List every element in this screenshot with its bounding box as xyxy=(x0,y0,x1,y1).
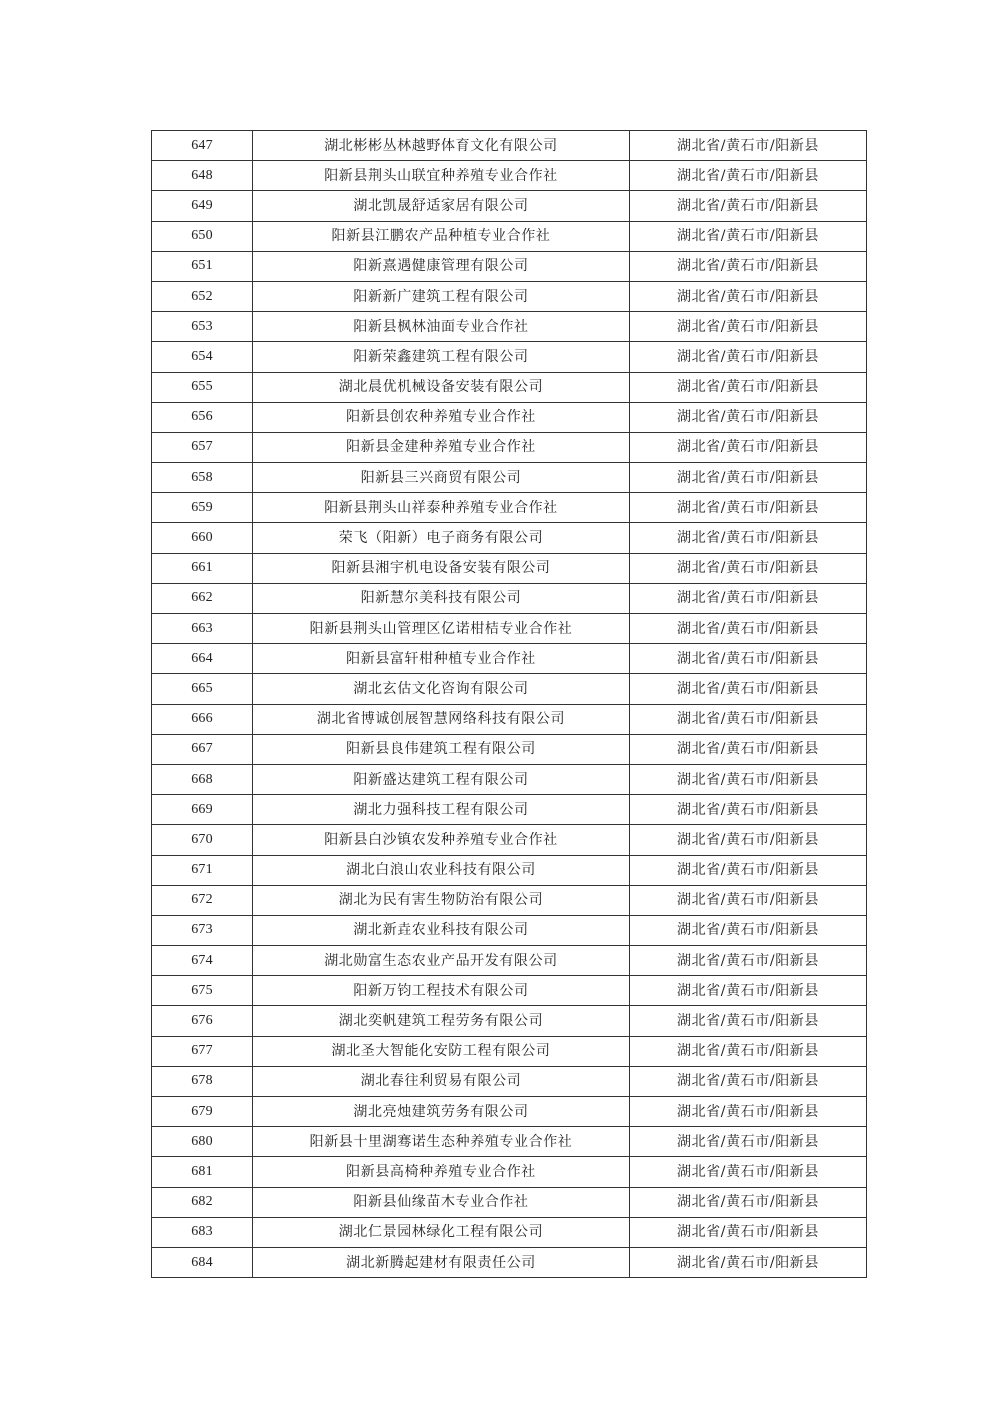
region-cell: 湖北省/黄石市/阳新县 xyxy=(630,644,867,674)
table-row xyxy=(152,1006,867,1036)
region-cell: 湖北省/黄石市/阳新县 xyxy=(630,976,867,1006)
company-name-cell: 阳新县荆头山管理区亿诺柑桔专业合作社 xyxy=(253,614,630,644)
table-row xyxy=(152,463,867,493)
row-number-cell: 658 xyxy=(152,463,253,493)
table-row xyxy=(152,312,867,342)
company-name-cell: 阳新县富轩柑种植专业合作社 xyxy=(253,644,630,674)
company-name-cell: 阳新荣鑫建筑工程有限公司 xyxy=(253,342,630,372)
row-number-cell: 673 xyxy=(152,915,253,945)
row-number-cell: 647 xyxy=(152,131,253,161)
table-row xyxy=(152,825,867,855)
region-cell: 湖北省/黄石市/阳新县 xyxy=(630,764,867,794)
table-row xyxy=(152,1217,867,1247)
row-number-cell: 657 xyxy=(152,432,253,462)
company-name-cell: 湖北彬彬丛林越野体育文化有限公司 xyxy=(253,131,630,161)
row-number-cell: 664 xyxy=(152,644,253,674)
region-cell: 湖北省/黄石市/阳新县 xyxy=(630,855,867,885)
row-number-cell: 663 xyxy=(152,614,253,644)
company-name-cell: 阳新县湘宇机电设备安装有限公司 xyxy=(253,553,630,583)
region-cell: 湖北省/黄石市/阳新县 xyxy=(630,251,867,281)
company-name-cell: 湖北春往利贸易有限公司 xyxy=(253,1066,630,1096)
company-name-cell: 阳新县金建种养殖专业合作社 xyxy=(253,432,630,462)
table-row xyxy=(152,915,867,945)
company-name-cell: 阳新万钧工程技术有限公司 xyxy=(253,976,630,1006)
region-cell: 湖北省/黄石市/阳新县 xyxy=(630,1066,867,1096)
table-row xyxy=(152,281,867,311)
table-row xyxy=(152,221,867,251)
region-cell: 湖北省/黄石市/阳新县 xyxy=(630,795,867,825)
row-number-cell: 655 xyxy=(152,372,253,402)
row-number-cell: 672 xyxy=(152,885,253,915)
region-cell: 湖北省/黄石市/阳新县 xyxy=(630,614,867,644)
row-number-cell: 684 xyxy=(152,1247,253,1277)
region-cell: 湖北省/黄石市/阳新县 xyxy=(630,281,867,311)
table-row xyxy=(152,1097,867,1127)
table-row xyxy=(152,614,867,644)
region-cell: 湖北省/黄石市/阳新县 xyxy=(630,1036,867,1066)
company-name-cell: 阳新新广建筑工程有限公司 xyxy=(253,281,630,311)
row-number-cell: 649 xyxy=(152,191,253,221)
company-name-cell: 荣飞（阳新）电子商务有限公司 xyxy=(253,523,630,553)
region-cell: 湖北省/黄石市/阳新县 xyxy=(630,372,867,402)
table-row xyxy=(152,885,867,915)
table-row xyxy=(152,795,867,825)
table-row xyxy=(152,946,867,976)
region-cell: 湖北省/黄石市/阳新县 xyxy=(630,553,867,583)
region-cell: 湖北省/黄石市/阳新县 xyxy=(630,1127,867,1157)
region-cell: 湖北省/黄石市/阳新县 xyxy=(630,1097,867,1127)
region-cell: 湖北省/黄石市/阳新县 xyxy=(630,221,867,251)
table-row xyxy=(152,372,867,402)
row-number-cell: 676 xyxy=(152,1006,253,1036)
table-row xyxy=(152,1187,867,1217)
company-name-cell: 阳新县高椅种养殖专业合作社 xyxy=(253,1157,630,1187)
company-name-cell: 阳新县荆头山祥泰种养殖专业合作社 xyxy=(253,493,630,523)
row-number-cell: 662 xyxy=(152,583,253,613)
row-number-cell: 680 xyxy=(152,1127,253,1157)
table-row xyxy=(152,251,867,281)
company-name-cell: 湖北勋富生态农业产品开发有限公司 xyxy=(253,946,630,976)
region-cell: 湖北省/黄石市/阳新县 xyxy=(630,1217,867,1247)
region-cell: 湖北省/黄石市/阳新县 xyxy=(630,946,867,976)
row-number-cell: 651 xyxy=(152,251,253,281)
table-row xyxy=(152,976,867,1006)
region-cell: 湖北省/黄石市/阳新县 xyxy=(630,734,867,764)
row-number-cell: 656 xyxy=(152,402,253,432)
region-cell: 湖北省/黄石市/阳新县 xyxy=(630,402,867,432)
table-row xyxy=(152,1127,867,1157)
row-number-cell: 681 xyxy=(152,1157,253,1187)
company-name-cell: 湖北晨优机械设备安装有限公司 xyxy=(253,372,630,402)
region-cell: 湖北省/黄石市/阳新县 xyxy=(630,704,867,734)
region-cell: 湖北省/黄石市/阳新县 xyxy=(630,915,867,945)
company-name-cell: 阳新县良伟建筑工程有限公司 xyxy=(253,734,630,764)
company-name-cell: 阳新县枫林油面专业合作社 xyxy=(253,312,630,342)
table-row xyxy=(152,855,867,885)
company-name-cell: 阳新慧尔美科技有限公司 xyxy=(253,583,630,613)
company-name-cell: 湖北为民有害生物防治有限公司 xyxy=(253,885,630,915)
row-number-cell: 648 xyxy=(152,161,253,191)
row-number-cell: 653 xyxy=(152,312,253,342)
company-name-cell: 湖北新垚农业科技有限公司 xyxy=(253,915,630,945)
region-cell: 湖北省/黄石市/阳新县 xyxy=(630,885,867,915)
company-name-cell: 湖北仁景园林绿化工程有限公司 xyxy=(253,1217,630,1247)
row-number-cell: 677 xyxy=(152,1036,253,1066)
table-row xyxy=(152,644,867,674)
company-name-cell: 阳新县十里湖骞诺生态种养殖专业合作社 xyxy=(253,1127,630,1157)
region-cell: 湖北省/黄石市/阳新县 xyxy=(630,463,867,493)
company-list-table xyxy=(151,130,867,1278)
region-cell: 湖北省/黄石市/阳新县 xyxy=(630,1247,867,1277)
row-number-cell: 669 xyxy=(152,795,253,825)
table-row xyxy=(152,432,867,462)
company-name-cell: 阳新熹遇健康管理有限公司 xyxy=(253,251,630,281)
table-row xyxy=(152,583,867,613)
table-row xyxy=(152,523,867,553)
company-name-cell: 湖北圣大智能化安防工程有限公司 xyxy=(253,1036,630,1066)
company-name-cell: 湖北白浪山农业科技有限公司 xyxy=(253,855,630,885)
region-cell: 湖北省/黄石市/阳新县 xyxy=(630,1006,867,1036)
table-row xyxy=(152,161,867,191)
company-name-cell: 湖北奕帆建筑工程劳务有限公司 xyxy=(253,1006,630,1036)
table-row xyxy=(152,131,867,161)
table-body xyxy=(152,131,867,1278)
row-number-cell: 683 xyxy=(152,1217,253,1247)
row-number-cell: 678 xyxy=(152,1066,253,1096)
region-cell: 湖北省/黄石市/阳新县 xyxy=(630,131,867,161)
table-row xyxy=(152,1066,867,1096)
region-cell: 湖北省/黄石市/阳新县 xyxy=(630,674,867,704)
company-name-cell: 阳新县荆头山联宜种养殖专业合作社 xyxy=(253,161,630,191)
table-row xyxy=(152,734,867,764)
table-row xyxy=(152,493,867,523)
company-name-cell: 湖北凯晟舒适家居有限公司 xyxy=(253,191,630,221)
region-cell: 湖北省/黄石市/阳新县 xyxy=(630,1157,867,1187)
row-number-cell: 659 xyxy=(152,493,253,523)
company-name-cell: 湖北省博诚创展智慧网络科技有限公司 xyxy=(253,704,630,734)
region-cell: 湖北省/黄石市/阳新县 xyxy=(630,1187,867,1217)
row-number-cell: 682 xyxy=(152,1187,253,1217)
company-name-cell: 阳新县创农种养殖专业合作社 xyxy=(253,402,630,432)
company-name-cell: 阳新盛达建筑工程有限公司 xyxy=(253,764,630,794)
row-number-cell: 661 xyxy=(152,553,253,583)
table-row xyxy=(152,674,867,704)
table-row xyxy=(152,191,867,221)
row-number-cell: 666 xyxy=(152,704,253,734)
row-number-cell: 650 xyxy=(152,221,253,251)
row-number-cell: 674 xyxy=(152,946,253,976)
region-cell: 湖北省/黄石市/阳新县 xyxy=(630,432,867,462)
row-number-cell: 679 xyxy=(152,1097,253,1127)
company-name-cell: 阳新县三兴商贸有限公司 xyxy=(253,463,630,493)
row-number-cell: 652 xyxy=(152,281,253,311)
row-number-cell: 671 xyxy=(152,855,253,885)
row-number-cell: 667 xyxy=(152,734,253,764)
company-name-cell: 湖北力强科技工程有限公司 xyxy=(253,795,630,825)
region-cell: 湖北省/黄石市/阳新县 xyxy=(630,161,867,191)
table-row xyxy=(152,704,867,734)
row-number-cell: 660 xyxy=(152,523,253,553)
region-cell: 湖北省/黄石市/阳新县 xyxy=(630,493,867,523)
table-row xyxy=(152,1036,867,1066)
region-cell: 湖北省/黄石市/阳新县 xyxy=(630,583,867,613)
row-number-cell: 668 xyxy=(152,764,253,794)
table-row xyxy=(152,1247,867,1277)
company-name-cell: 湖北亮烛建筑劳务有限公司 xyxy=(253,1097,630,1127)
company-name-cell: 阳新县仙缘苗木专业合作社 xyxy=(253,1187,630,1217)
table-row xyxy=(152,342,867,372)
table-row xyxy=(152,553,867,583)
row-number-cell: 654 xyxy=(152,342,253,372)
table-row xyxy=(152,764,867,794)
region-cell: 湖北省/黄石市/阳新县 xyxy=(630,191,867,221)
company-name-cell: 湖北玄估文化咨询有限公司 xyxy=(253,674,630,704)
company-name-cell: 阳新县江鹏农产品种植专业合作社 xyxy=(253,221,630,251)
region-cell: 湖北省/黄石市/阳新县 xyxy=(630,342,867,372)
row-number-cell: 675 xyxy=(152,976,253,1006)
region-cell: 湖北省/黄石市/阳新县 xyxy=(630,825,867,855)
row-number-cell: 670 xyxy=(152,825,253,855)
table-row xyxy=(152,402,867,432)
region-cell: 湖北省/黄石市/阳新县 xyxy=(630,312,867,342)
region-cell: 湖北省/黄石市/阳新县 xyxy=(630,523,867,553)
company-name-cell: 阳新县白沙镇农发种养殖专业合作社 xyxy=(253,825,630,855)
table-row xyxy=(152,1157,867,1187)
row-number-cell: 665 xyxy=(152,674,253,704)
company-name-cell: 湖北新腾起建材有限责任公司 xyxy=(253,1247,630,1277)
